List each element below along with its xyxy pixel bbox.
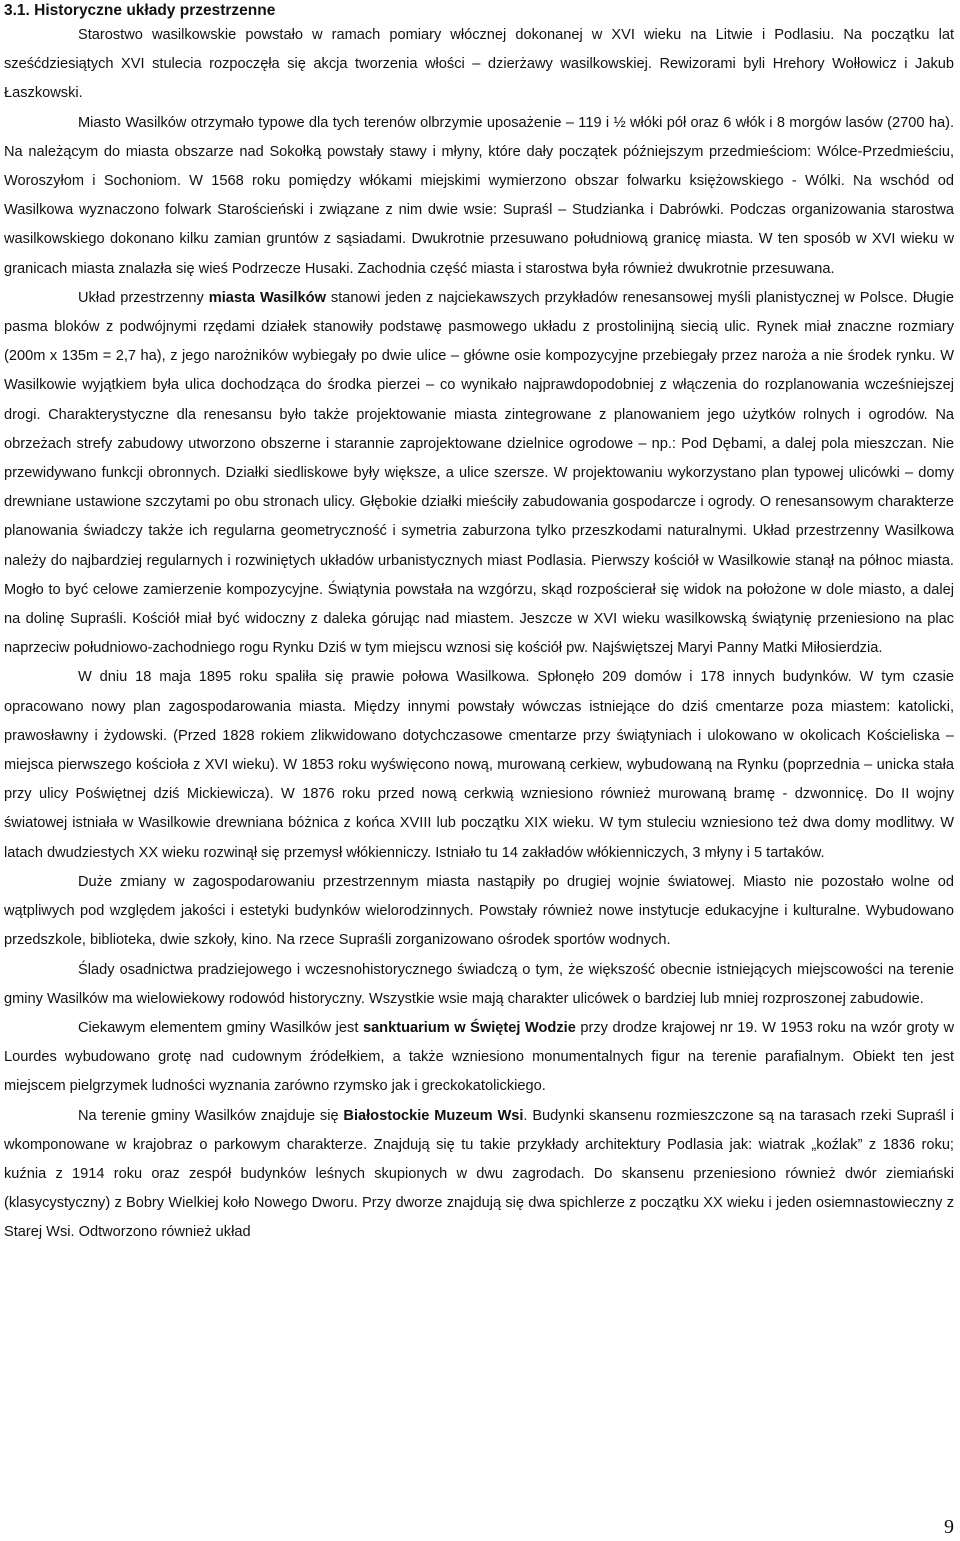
paragraph (4, 868, 954, 956)
paragraph-text: Ciekawym elementem gminy Wasilków jest (78, 1019, 363, 1036)
paragraph-text: W dniu 18 maja 1895 roku spaliła się prawie połowa Wasilkowa. Spłonęło 209 domów i 178 innych budynków. W tym czasie opracowano nowy plan zagospodarowania miasta. Między innymi powstały wówczas istniejące do dziś cmentarze poza miastem: katolicki, prawosławny i żydowski. (Przed 1828 rokiem zlikwidowano dotychczasowe cmentarze przy świątyniach i ulokowano w okolicach Kościeliska – miejsca pierwszego kościoła z XVI wieku). W 1853 roku wyświęcono nową, murowaną cerkiew, wybudowaną na Rynku (poprzednia – unicka stała przy ulicy Poświętnej dziś Mickiewicza). W 1876 roku przed nową cerkwią wzniesiono również murowaną bramę - dzwonnicę. Do II wojny światowej istniała w Wasilkowie drewniana bóżnica z końca XVIII lub początku XIX wieku. W tym stuleciu wzniesiono też dwa domy modlitwy. W latach dwudziestych XX wieku rozwinął się przemysł włókienniczy. Istniało tu 14 zakładów włókienniczych, 3 młyny i 5 tartaków. (4, 669, 954, 861)
paragraph-text: . Budynki skansenu rozmieszczone są na tarasach rzeki Supraśl i wkomponowane w krajobraz o parkowym charakterze. Znajdują się tu takie przykłady architektury Podlasia jak: wiatrak „koźlak” z 1836 roku; kuźnia z 1914 roku oraz zespół budynków leśnych skupionych w dwu zagrodach. Do skansenu przeniesiono również dwór ziemiański (klasycystyczny) z Bobry Wielkiej koło Nowego Dworu. Przy dworze znajdują się dwa spichlerze z początku XX wieku i jeden osiemnastowieczny z Starej Wsi. Odtworzono również układ (4, 1107, 955, 1241)
section-heading: 3.1. Historyczne układy przestrzenne (4, 2, 276, 19)
paragraph (4, 284, 954, 664)
paragraph-text: przy drodze krajowej nr 19. W 1953 roku na wzór groty w Lourdes wybudowano grotę nad cudownym źródełkiem, a także wzniesiono monumentalnych figur na terenie parafialnym. Obiekt ten jest miejscem pielgrzymek ludności wyznania zarówno rzymsko jak i greckokatolickiego. (4, 1019, 954, 1095)
paragraph (4, 1014, 954, 1102)
body-text (4, 21, 954, 1248)
bold-text: Białostockie Muzeum Wsi (343, 1107, 524, 1124)
bold-text: miasta Wasilków (208, 289, 326, 306)
paragraph-text: Układ przestrzenny (78, 289, 209, 306)
paragraph-text: Miasto Wasilków otrzymało typowe dla tych terenów olbrzymie uposażenie – 119 i ½ włóki pół oraz 6 włók i 8 morgów lasów (2700 ha). Na należącym do miasta obszarze nad Sokołką powstały stawy i młyny, które dały początek późniejszym przedmieściom: Wólce-Przedmieściu, Woroszyłom i Sochoniom. W 1568 roku pomiędzy włókami miejskimi wymierzono obszar folwarku księżowskiego - Wólki. Na wschód od Wasilkowa wyznaczono folwark Starościeński i związane z nim dwie wsie: Supraśl – Studzianka i Dabrówki. Podczas organizowania starostwa wasilkowskiego dokonano kilku zamian gruntów z sąsiadami. Dwukrotnie przesuwano południową granicę miasta. W ten sposób w XVI wieku w granicach miasta znalazła się wieś Podrzecze Husaki. Zachodnia część miasta i starostwa była również dwukrotnie przesuwana. (4, 114, 954, 277)
paragraph-text: Duże zmiany w zagospodarowaniu przestrzennym miasta nastąpiły po drugiej wojnie światowej. Miasto nie pozostało wolne od wątpliwych pod względem jakości i estetyki budynków wielorodzinnych. Powstały również nowe instytucje edukacyjne i kulturalne. Wybudowano przedszkole, biblioteka, dwie szkoły, kino. Na rzece Supraśli zorganizowano ośrodek sportów wodnych. (4, 873, 954, 949)
paragraph-text: stanowi jeden z najciekawszych przykładów renesansowej myśli planistycznej w Polsce. Długie pasma bloków z podwójnymi rzędami działek stanowiły podstawę pasmowego układu z prostolinijną siecią ulic. Rynek miał znaczne rozmiary (200m x 135m = 2,7 ha), z jego narożników wybiegały po dwie ulice – główne osie kompozycyjne przebiegały przez naroża a nie środek rynku. W Wasilkowie wyjątkiem była ulica dochodząca do środka pierzei – co wynikało najprawdopodobniej z włączenia do rozplanowania wcześniejszej drogi. Charakterystyczne dla renesansu było także projektowanie miasta zintegrowane z planowaniem jego użytków rolnych i ogrodów. Na obrzeżach strefy zabudowy utworzono obszerne i starannie zaprojektowane dzielnice ogrodowe – np.: Pod Dębami, a dalej pola mieszczan. Nie przewidywano funkcji obronnych. Działki siedliskowe były większe, a ulice szersze. W projektowaniu wykorzystano plan typowej ulicówki – domy drewniane ustawione szczytami po obu stronach ulicy. Głębokie działki mieściły zabudowania gospodarcze i ogrody. O renesansowym charakterze planowania świadczy także ich regularna geometryczność i symetria zaburzona tylko przeszkodami naturalnymi. Układ przestrzenny Wasilkowa należy do najbardziej regularnych i rozwiniętych układów urbanistycznych miast Podlasia. Pierwszy kościół w Wasilkowie stanął na północ miasta. Mogło to być celowe zamierzenie kompozycyjne. Świątynia powstała na wzgórzu, skąd rozpościerał się widok na położone w dole miasto, a dalej na dolinę Supraśli. Kościół miał być widoczny z daleka górując nad miastem. Jeszcze w XVI wieku wasilkowską świątynię przeniesiono na plac naprzeciw południowo-zachodniego rogu Rynku Dziś w tym miejscu wznosi się kościół pw. Najświętszej Maryi Panny Matki Miłosierdzia. (4, 289, 954, 657)
paragraph (4, 663, 954, 867)
page-number: 9 (944, 1516, 954, 1538)
paragraph-text: Na terenie gminy Wasilków znajduje się (78, 1107, 344, 1124)
paragraph (4, 109, 954, 284)
paragraph (4, 1102, 954, 1248)
paragraph-text: Ślady osadnictwa pradziejowego i wczesnohistorycznego świadczą o tym, że większość obecnie istniejących miejscowości na terenie gminy Wasilków ma wielowiekowy rodowód historyczny. Wszystkie wsie mają charakter ulicówek o bardziej lub mniej rozproszonej zabudowie. (4, 961, 954, 1007)
paragraph (4, 956, 954, 1014)
paragraph (4, 21, 954, 109)
bold-text: sanktuarium w Świętej Wodzie (362, 1019, 576, 1036)
paragraph-text: Starostwo wasilkowskie powstało w ramach pomiary włócznej dokonanej w XVI wieku na Litwie i Podlasiu. Na początku lat sześćdziesiątych XVI stulecia rozpoczęła się akcja tworzenia włości – dzierżawy wasilkowskiej. Rewizorami byli Hrehory Wołłowicz i Jakub Łaszkowski. (4, 27, 954, 102)
